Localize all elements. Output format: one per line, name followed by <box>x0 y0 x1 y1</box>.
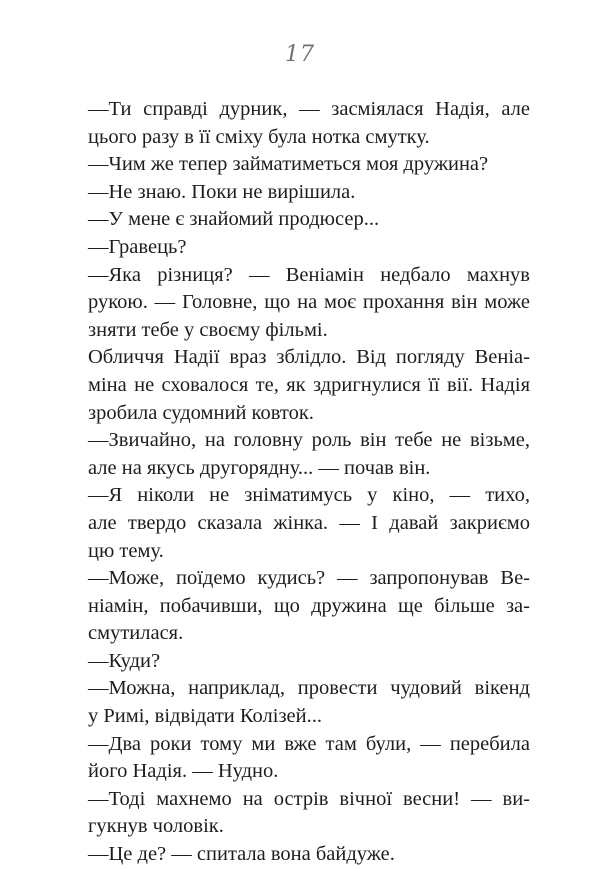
paragraph <box>88 841 530 869</box>
paragraph <box>88 648 530 676</box>
text-line: —Ти справді дурник, — засміялася Надія, але <box>88 98 530 120</box>
text-line: але на якусь другорядну... — почав він. <box>88 456 431 479</box>
text-line: —Можна, наприклад, провести чудовий вікенд <box>88 677 530 700</box>
paragraph <box>88 731 530 786</box>
text-line: —Не знаю. Поки не вирішила. <box>88 180 356 203</box>
text-line: міна не сховалося те, як здригнулися її вії. Надія <box>88 373 530 396</box>
paragraph <box>88 786 530 841</box>
text-line: Обличчя Надії враз зблідло. Від погляду Веніа- <box>88 346 530 369</box>
text-line: —Яка різниця? — Веніамін недбало махнув <box>88 263 530 286</box>
text-line: —Я ніколи не зніматимусь у кіно, — тихо, <box>88 484 530 507</box>
text-line: цю тему. <box>88 539 164 562</box>
paragraph <box>88 96 530 151</box>
text-line: —Звичайно, на головну роль він тебе не візьме, <box>88 429 530 452</box>
paragraph <box>88 344 530 427</box>
text-line: ніамін, побачивши, що дружина ще більше за- <box>88 594 530 617</box>
text-line: —Це де? — спитала вона байдуже. <box>88 843 395 866</box>
paragraph <box>88 179 530 207</box>
text-line: —Чим же тепер займатиметься моя дружина? <box>88 153 489 176</box>
text-line: —У мене є знайомий продюсер... <box>88 208 380 231</box>
paragraph <box>88 234 530 262</box>
paragraph <box>88 206 530 234</box>
text-line: гукнув чоловік. <box>88 815 224 838</box>
text-line: зробила судомний ковток. <box>88 401 314 424</box>
page-number: 17 <box>285 42 315 67</box>
text-line: —Може, поїдемо кудись? — запропонував Ве- <box>88 567 530 590</box>
text-line: цього разу в її сміху була нотка смутку. <box>88 125 430 148</box>
text-line: —Гравець? <box>88 235 187 258</box>
body-text <box>88 96 530 869</box>
text-line: але твердо сказала жінка. — І давай закриємо <box>88 511 530 534</box>
text-line: смутилася. <box>88 622 184 645</box>
text-line: —Тоді махнемо на острів вічної весни! — ви- <box>88 787 530 810</box>
text-line: зняти тебе у своєму фільмі. <box>88 318 328 341</box>
text-line: рукою. — Головне, що на моє прохання він може <box>88 291 530 314</box>
paragraph <box>88 262 530 345</box>
text-line: —Два роки тому ми вже там були, — перебила <box>88 732 530 755</box>
paragraph <box>88 427 530 482</box>
paragraph <box>88 151 530 179</box>
text-line: у Римі, відвідати Колізей... <box>88 705 322 728</box>
paragraph <box>88 482 530 565</box>
text-line: його Надія. — Нудно. <box>88 760 279 783</box>
paragraph <box>88 675 530 730</box>
paragraph <box>88 565 530 648</box>
text-line: —Куди? <box>88 649 161 672</box>
